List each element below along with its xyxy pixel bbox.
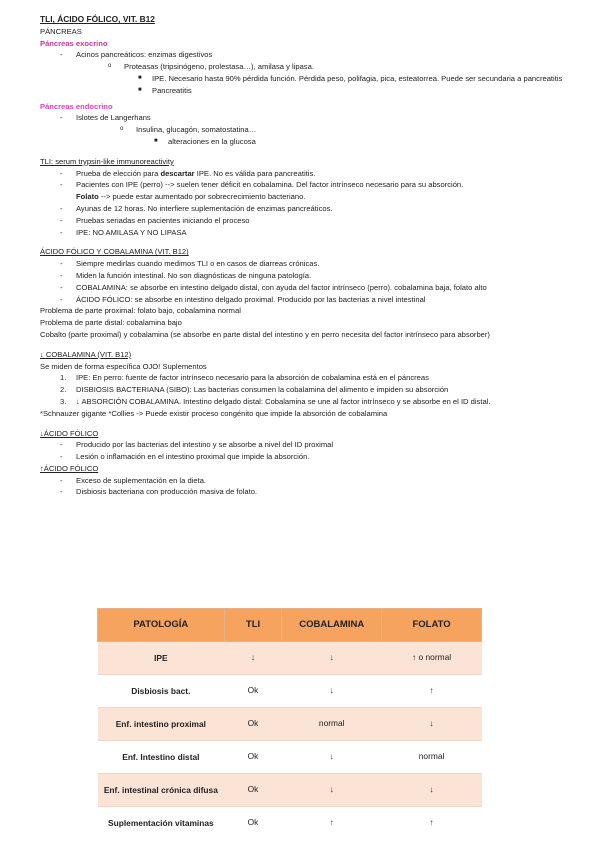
- folic-note-3: Cobalto (parte proximal) y cobalamina (se absorbe en parte distal del intestino y en perro necesita del factor intrínseco para absorber): [40, 329, 490, 339]
- table-cell: ↓: [282, 642, 382, 675]
- table-row: [98, 675, 482, 708]
- folic-note-1: Problema de parte proximal: folato bajo, cobalamina normal: [40, 306, 241, 316]
- page-title: TLI, ÁCIDO FÓLICO, VIT. B12: [40, 14, 155, 24]
- endocrine-heading: Páncreas endocrino: [40, 101, 113, 111]
- section-pancreas: PÁNCREAS: [40, 26, 82, 36]
- list-item: o Proteasas (tripsinógeno, prolestasa…), amilasa y lipasa.: [108, 62, 314, 72]
- table-cell: Suplementación vitaminas: [98, 807, 225, 840]
- low-b12-list: [40, 372, 570, 407]
- list-item: - Disbiosis bacteriana con producción masiva de folato.: [60, 487, 258, 497]
- table-cell: Enf. intestino proximal: [98, 708, 225, 741]
- list-item: 2. DISBIOSIS BACTERIANA (SIBO): Las bacterias consumen la cobalamina del alimento e impiden su absorción: [60, 385, 449, 395]
- tli-list: [40, 168, 570, 239]
- table-header-tli: TLI: [224, 609, 282, 642]
- table-row: [98, 708, 482, 741]
- table-header-cobalamin: COBALAMINA: [282, 609, 382, 642]
- exocrine-list: [40, 49, 570, 96]
- table-cell: Enf. intestinal crónica difusa: [98, 774, 225, 807]
- pathology-table: [97, 608, 482, 839]
- high-folic-list: [40, 475, 570, 499]
- table-header-folate: FOLATO: [382, 609, 482, 642]
- table-cell: ↓: [282, 675, 382, 708]
- document-page: [40, 14, 570, 498]
- list-item: - Pacientes con IPE (perro) --> suelen tener déficit en cobalamina. Del factor intrínseco necesario para su absorción. Folato --> puede estar aumentado por sobrecrecimiento bacteriano.: [60, 180, 464, 202]
- list-item: - Siempre medirlas cuando medimos TLI o en casos de diarreas crónicas.: [60, 259, 320, 269]
- list-item: - Ayunas de 12 horas. No interfiere suplementación de enzimas pancreáticos.: [60, 203, 333, 213]
- table-cell: ↓: [224, 642, 282, 675]
- table-cell: Ok: [224, 807, 282, 840]
- table-cell: ↑: [282, 807, 382, 840]
- tli-heading: TLI: serum trypsin-like immunoreactivity: [40, 156, 174, 166]
- list-item: 3. ↓ ABSORCIÓN COBALAMINA. Intestino delgado distal: Cobalamina se une al factor intrínseco y se absorbe en el ID distal.: [60, 396, 491, 406]
- table-row: [98, 741, 482, 774]
- list-item: - IPE: NO AMILASA Y NO LIPASA: [60, 227, 187, 237]
- folic-list: [40, 258, 570, 305]
- table-cell: Ok: [224, 708, 282, 741]
- table-cell: ↑ o normal: [382, 642, 482, 675]
- endocrine-list: [40, 112, 570, 147]
- list-item: - Islotes de Langerhans: [60, 113, 151, 123]
- list-item: - COBALAMINA: se absorbe en intestino delgado distal, con ayuda del factor intrínseco (perro). cobalamina baja, folato alto: [60, 282, 487, 292]
- table-cell: ↑: [382, 675, 482, 708]
- table-row: [98, 642, 482, 675]
- table-cell: Enf. Intestino distal: [98, 741, 225, 774]
- table-header-pathology: PATOLOGÍA: [98, 609, 225, 642]
- table-cell: ↑: [382, 807, 482, 840]
- low-b12-intro: Se miden de forma específica OJO! Suplementos: [40, 361, 207, 371]
- list-item: - Acinos pancreáticos: enzimas digestivos: [60, 50, 213, 60]
- exocrine-heading: Páncreas exocrino: [40, 38, 108, 48]
- list-item: 1. IPE: En perro: fuente de factor intrínseco necesario para la absorción de cobalamina está en el páncreas: [60, 373, 429, 383]
- folic-note-2: Problema de parte distal: cobalamina bajo: [40, 318, 182, 328]
- list-item: - ÁCIDO FÓLICO: se absorbe en intestino delgado proximal. Producido por las bacterias a nivel intestinal: [60, 294, 426, 304]
- list-item: ■ IPE. Necesario hasta 90% pérdida función. Pérdida peso, polifagia, pica, esteatorrea. Puede ser secundaria a pancreatitis: [138, 73, 563, 83]
- table-cell: Ok: [224, 774, 282, 807]
- low-folic-list: [40, 439, 570, 463]
- table-cell: ↓: [382, 708, 482, 741]
- table-cell: Disbiosis bact.: [98, 675, 225, 708]
- table-cell: ↓: [282, 774, 382, 807]
- table-row: [98, 774, 482, 807]
- table-cell: normal: [382, 741, 482, 774]
- low-b12-note: *Schnauzer gigante *Collies -> Puede existir proceso congénito que impide la absorción de cobalamina: [40, 408, 388, 418]
- list-item: - Producido por las bacterias del intestino y se absorbe a nivel del ID proximal: [60, 440, 334, 450]
- list-item: - Lesión o inflamación en el intestino proximal que impide la absorción.: [60, 452, 310, 462]
- folic-heading: ÁCIDO FÓLICO Y COBALAMINA (VIT. B12): [40, 247, 189, 257]
- list-item: ■ alteraciones en la glucosa: [154, 136, 256, 146]
- low-b12-heading: ↓ COBALAMINA (VIT. B12): [40, 349, 132, 359]
- list-item: - Prueba de elección para descartar IPE. No es válida para pancreatitis.: [60, 168, 316, 178]
- table-cell: ↓: [282, 741, 382, 774]
- table-row: [98, 807, 482, 840]
- table-cell: ↓: [382, 774, 482, 807]
- list-item: - Exceso de suplementación en la dieta.: [60, 475, 207, 485]
- list-item: - Pruebas seriadas en pacientes iniciando el proceso: [60, 215, 250, 225]
- list-item: - Miden la función intestinal. No son diagnósticas de ninguna patología.: [60, 270, 312, 280]
- table-cell: Ok: [224, 675, 282, 708]
- table-cell: normal: [282, 708, 382, 741]
- high-folic-heading: ↑ÁCIDO FÓLICO: [40, 463, 99, 473]
- table-cell: IPE: [98, 642, 225, 675]
- list-item: o Insulina, glucagón, somatostatina…: [120, 125, 257, 135]
- table-cell: Ok: [224, 741, 282, 774]
- low-folic-heading: ↓ÁCIDO FÓLICO: [40, 428, 99, 438]
- list-item: ■ Pancreatitis: [138, 85, 192, 95]
